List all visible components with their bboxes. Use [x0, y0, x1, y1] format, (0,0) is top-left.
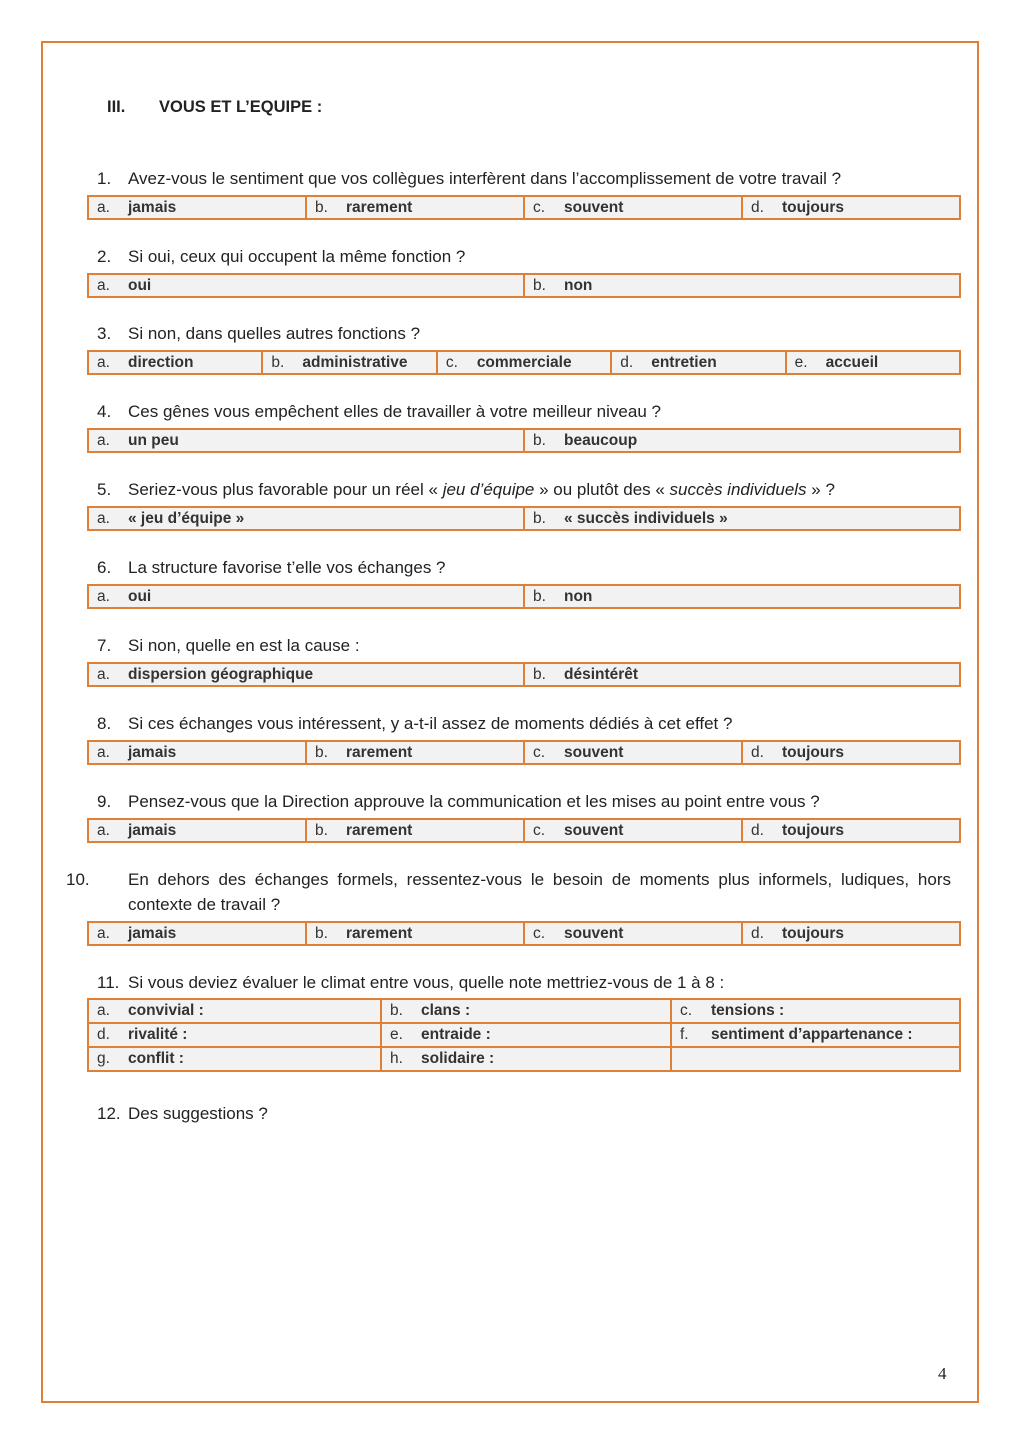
question-number: 3. — [97, 324, 112, 343]
option-label: « jeu d’équipe » — [128, 509, 245, 527]
option-label: rarement — [346, 198, 413, 216]
question-5 — [97, 477, 957, 502]
option-cell[interactable] — [785, 352, 959, 373]
option-cell[interactable] — [523, 820, 741, 841]
question-number: 8. — [97, 714, 112, 733]
option-letter: a. — [97, 665, 110, 683]
question-number: 2. — [97, 247, 112, 266]
question-number: 7. — [97, 636, 112, 655]
option-cell[interactable] — [305, 923, 523, 944]
options-q6 — [87, 584, 961, 609]
option-label: oui — [128, 587, 152, 605]
option-label: souvent — [564, 821, 624, 839]
option-letter: a. — [97, 198, 110, 216]
option-cell[interactable] — [523, 508, 959, 529]
question-text: Si oui, ceux qui occupent la même fonction ? — [128, 247, 466, 266]
option-letter: e. — [794, 353, 808, 371]
option-cell[interactable] — [89, 820, 305, 841]
question-12 — [97, 1101, 957, 1126]
question-7 — [97, 633, 957, 658]
option-letter: b. — [533, 509, 546, 527]
question-text: En dehors des échanges formels, ressentez-vous le besoin de moments plus informels, ludiques, hors contexte de travail ? — [128, 870, 951, 914]
option-label: commerciale — [476, 353, 572, 371]
rating-cell[interactable] — [670, 1000, 959, 1022]
option-cell[interactable] — [89, 352, 261, 373]
option-cell[interactable] — [741, 197, 959, 218]
question-text: Ces gênes vous empêchent elles de travailler à votre meilleur niveau ? — [128, 402, 661, 421]
option-letter: c. — [533, 924, 546, 942]
option-letter: c. — [680, 1002, 693, 1019]
options-q1 — [87, 195, 961, 220]
option-letter: b. — [533, 665, 546, 683]
rating-row — [89, 1046, 959, 1070]
question-number: 1. — [97, 169, 112, 188]
option-cell[interactable] — [305, 197, 523, 218]
option-label: oui — [128, 276, 152, 294]
option-cell[interactable] — [89, 430, 523, 451]
option-cell[interactable] — [523, 430, 959, 451]
option-letter: a. — [97, 509, 110, 527]
question-8 — [97, 711, 957, 736]
rating-cell[interactable] — [670, 1024, 959, 1046]
question-number: 6. — [97, 558, 112, 577]
question-11 — [97, 970, 957, 995]
question-text: Avez-vous le sentiment que vos collègues interfèrent dans l’accomplissement de votre travail ? — [128, 169, 842, 188]
option-label: un peu — [128, 431, 179, 449]
options-q10 — [87, 921, 961, 946]
question-10 — [66, 867, 951, 917]
question-text: Seriez-vous plus favorable pour un réel « — [128, 480, 443, 499]
option-letter: b. — [315, 924, 328, 942]
rating-grid — [87, 998, 961, 1072]
rating-cell-empty[interactable] — [670, 1048, 959, 1070]
option-label: rarement — [346, 924, 413, 942]
question-number: 11. — [97, 973, 120, 992]
question-text: » ou plutôt des « — [534, 480, 670, 499]
question-text: Si non, quelle en est la cause : — [128, 636, 360, 655]
question-6 — [97, 555, 957, 580]
question-text-italic: jeu d’équipe — [442, 480, 535, 499]
question-4 — [97, 399, 957, 424]
question-1 — [97, 166, 957, 191]
option-label: souvent — [564, 743, 624, 761]
option-letter: e. — [390, 1026, 403, 1043]
option-label: entretien — [651, 353, 717, 371]
option-cell[interactable] — [523, 923, 741, 944]
option-cell[interactable] — [741, 742, 959, 763]
option-label: jamais — [128, 821, 177, 839]
option-cell[interactable] — [89, 197, 305, 218]
option-letter: d. — [751, 198, 764, 216]
option-letter: g. — [97, 1050, 110, 1067]
option-label: beaucoup — [564, 431, 638, 449]
option-label: convivial : — [128, 1002, 204, 1019]
option-label: accueil — [825, 353, 879, 371]
option-label: jamais — [128, 924, 177, 942]
option-cell[interactable] — [89, 742, 305, 763]
option-letter: a. — [97, 431, 110, 449]
option-letter: b. — [533, 431, 546, 449]
option-cell[interactable] — [523, 197, 741, 218]
question-text: Pensez-vous que la Direction approuve la communication et les mises au point entre vous ? — [128, 792, 820, 811]
option-letter: d. — [97, 1026, 110, 1043]
option-label: solidaire : — [421, 1050, 495, 1067]
question-number: 9. — [97, 792, 112, 811]
options-q2 — [87, 273, 961, 298]
option-letter: b. — [315, 198, 328, 216]
option-label: clans : — [421, 1002, 471, 1019]
option-letter: f. — [680, 1026, 689, 1043]
question-text: Si non, dans quelles autres fonctions ? — [128, 324, 421, 343]
option-label: non — [564, 587, 593, 605]
rating-cell[interactable] — [380, 1024, 670, 1046]
option-label: non — [564, 276, 593, 294]
option-cell[interactable] — [436, 352, 610, 373]
option-label: désintérêt — [564, 665, 639, 683]
option-label: conflit : — [128, 1050, 184, 1067]
option-letter: d. — [620, 353, 634, 371]
option-label: jamais — [128, 198, 177, 216]
option-label: toujours — [782, 743, 844, 761]
options-q3 — [87, 350, 961, 375]
option-letter: b. — [390, 1002, 403, 1019]
option-cell[interactable] — [89, 664, 523, 685]
option-letter: h. — [390, 1050, 403, 1067]
option-cell[interactable] — [305, 742, 523, 763]
question-number: 10. — [66, 870, 90, 889]
question-text: » ? — [806, 480, 835, 499]
question-number: 12. — [97, 1104, 121, 1123]
rating-cell[interactable] — [380, 1000, 670, 1022]
option-label: toujours — [782, 924, 844, 942]
option-label: jamais — [128, 743, 177, 761]
option-letter: c. — [533, 198, 546, 216]
option-letter: b. — [271, 353, 285, 371]
option-label: entraide : — [421, 1026, 491, 1043]
option-label: dispersion géographique — [128, 665, 314, 683]
option-label: souvent — [564, 924, 624, 942]
section-heading: VOUS ET L’EQUIPE : — [159, 98, 323, 116]
section-title — [107, 98, 322, 117]
options-q8 — [87, 740, 961, 765]
option-cell[interactable] — [89, 586, 523, 607]
options-q9 — [87, 818, 961, 843]
option-letter: c. — [533, 743, 546, 761]
option-letter: b. — [533, 587, 546, 605]
option-cell[interactable] — [523, 742, 741, 763]
rating-row — [89, 1022, 959, 1046]
option-letter: b. — [315, 743, 328, 761]
option-letter: b. — [533, 276, 546, 294]
rating-row — [89, 1000, 959, 1022]
question-number: 5. — [97, 480, 112, 499]
option-letter: a. — [97, 924, 110, 942]
option-label: rarement — [346, 821, 413, 839]
option-cell[interactable] — [523, 664, 959, 685]
option-label: tensions : — [711, 1002, 785, 1019]
option-label: administrative — [302, 353, 408, 371]
question-number: 4. — [97, 402, 112, 421]
option-cell[interactable] — [89, 923, 305, 944]
question-2 — [97, 244, 957, 269]
question-text-italic: succès individuels — [669, 480, 807, 499]
option-letter: c. — [533, 821, 546, 839]
question-9 — [97, 789, 957, 814]
option-cell[interactable] — [741, 923, 959, 944]
option-label: sentiment d’appartenance : — [711, 1026, 913, 1043]
option-letter: d. — [751, 924, 764, 942]
option-letter: c. — [445, 353, 458, 371]
question-text: Si ces échanges vous intéressent, y a-t-il assez de moments dédiés à cet effet ? — [128, 714, 733, 733]
option-cell[interactable] — [89, 508, 523, 529]
option-cell[interactable] — [261, 352, 435, 373]
option-label: souvent — [564, 198, 624, 216]
option-letter: b. — [315, 821, 328, 839]
option-cell[interactable] — [610, 352, 784, 373]
option-letter: d. — [751, 743, 764, 761]
option-letter: d. — [751, 821, 764, 839]
option-cell[interactable] — [741, 820, 959, 841]
rating-cell[interactable] — [89, 1000, 380, 1022]
option-label: toujours — [782, 821, 844, 839]
rating-cell[interactable] — [380, 1048, 670, 1070]
options-q4 — [87, 428, 961, 453]
question-text: La structure favorise t’elle vos échanges ? — [128, 558, 446, 577]
option-letter: a. — [97, 821, 110, 839]
option-cell[interactable] — [89, 275, 523, 296]
rating-cell[interactable] — [89, 1024, 380, 1046]
option-letter: a. — [97, 587, 110, 605]
option-label: toujours — [782, 198, 844, 216]
question-text: Des suggestions ? — [128, 1104, 268, 1123]
section-number: III. — [107, 98, 126, 116]
option-cell[interactable] — [523, 275, 959, 296]
rating-cell[interactable] — [89, 1048, 380, 1070]
options-q7 — [87, 662, 961, 687]
option-letter: a. — [97, 743, 110, 761]
option-letter: a. — [97, 1002, 110, 1019]
option-label: direction — [128, 353, 194, 371]
option-cell[interactable] — [523, 586, 959, 607]
options-q5 — [87, 506, 961, 531]
option-label: rivalité : — [128, 1026, 188, 1043]
question-text: Si vous deviez évaluer le climat entre vous, quelle note mettriez-vous de 1 à 8 : — [128, 973, 725, 992]
option-cell[interactable] — [305, 820, 523, 841]
option-label: « succès individuels » — [564, 509, 728, 527]
option-letter: a. — [97, 353, 110, 371]
question-3 — [97, 321, 957, 346]
option-letter: a. — [97, 276, 110, 294]
page-number: 4 — [938, 1364, 947, 1383]
option-label: rarement — [346, 743, 413, 761]
